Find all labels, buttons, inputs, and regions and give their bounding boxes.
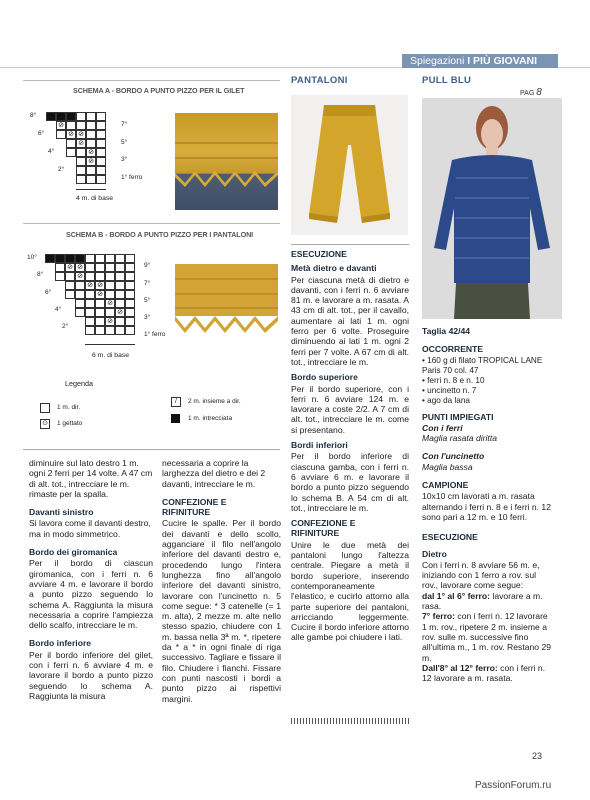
subheading: Bordo inferiore [29,638,92,649]
legend-item: 1 m. intrecciata [188,415,233,422]
row-label: 1° ferro [144,331,166,338]
subheading: Bordo superiore [291,372,358,383]
schema-a-chart: ⊘ ⊘ ⊘ ⊘ ⊘ ⊘ [46,112,106,182]
row-label: 8° [30,112,37,119]
k2tog-symbol: / [171,397,181,407]
row-label: 2° [58,166,65,173]
row-label: 1° ferro [121,174,143,181]
row-label: 4° [55,306,62,313]
schema-b-rule [23,223,280,224]
schema-a-rule [23,80,280,81]
schema-b-chart: ⊘ ⊘ ⊘ ⊘ ⊘ ⊘ ⊘ ⊘ ⊘ [45,254,135,334]
subheading: Bordo dei giromanica [29,547,118,558]
col1-body [29,458,153,706]
section-header [402,54,558,68]
row-label: 3° [144,314,151,321]
base-dimension: 4 m. di base [76,195,114,202]
subheading: Dietro [422,548,447,559]
section-heading: ESECUZIONE [291,249,347,259]
col2-body [162,458,281,709]
pantaloni-body [291,249,409,648]
stitch-group: Con l'uncinetto [422,451,485,462]
base-dimension-line [85,344,135,345]
page-ref: PAG 8 [520,87,542,98]
pantaloni-photo [291,95,408,235]
paragraph: Cucire le spalle. Per il bordo dei davanti e dello scollo, agganciare il filo nell'angolo inferiore del davanti destro e, procedendo lungo l'intera lunghezza fino all'angolo inferiore del davanti sinistro, lavorare con l'uncinetto n. 5 come segue: * 3 catenelle (= 1 m. alta), 2 mezze m. alte nello stesso spazio, chiudere con 1 m. bassa nella 3ª m. *, ripetere da * a * in ogni finale di riga successivo. Tagliare e fissare il filo. Chiudere i fianchi. Fissare con punti nascosti i bordi a punto pizzo ai rispettivi margini. [162,518,281,704]
subheading: CONFEZIONE E RIFINITURE [291,518,356,539]
paragraph: Si lavora come il davanti destro, ma in modo simmetrico. [29,518,151,539]
list-item: • uncinetto n. 7 [422,385,477,395]
stitch-group: Con i ferri [422,422,463,433]
paragraph: Per il bordo inferiore di ciascuna gamba, con i ferri n. 6 avviare 6 m. e lavorare il bordo a punto pizzo seguendo lo schema B. A 54 cm di alt. tot., intrecciare le m. [291,451,409,513]
page-number: 23 [532,751,543,761]
pull-photo [422,98,562,319]
subheading: Bordi inferiori [291,440,348,451]
section-rule [23,449,280,450]
row-label: 10° [27,254,37,261]
bind-off-symbol [171,414,180,423]
paragraph: necessaria a coprire la larghezza del dietro e dei 2 davanti, intrecciare le m. [162,458,266,489]
paragraph: Per il bordo inferiore del gilet, con i ferri n. 6 avviare 4 m. e lavorare il bordo a punto pizzo seguendo lo schema A. Raggiunta la misura [29,649,153,701]
row-label: 7° [121,121,128,128]
pull-body [422,326,552,683]
stitch-name: Maglia bassa [422,461,473,472]
row-label: 6° [45,289,52,296]
lace-swatch-photo-b [175,264,278,346]
subheading: Davanti sinistro [29,507,94,518]
subheading: CAMPIONE [422,480,469,491]
knit-stitch-symbol [40,403,50,413]
subheading: PUNTI IMPIEGATI [422,411,494,422]
lace-swatch-photo-a [175,113,278,210]
paragraph: Con i ferri n. 8 avviare 56 m. e, iniziando con 1 ferro a rov. sul rov., lavorare come segue: dal 1° al 6° ferro: lavorare a m. rasa. 7° ferro: con i ferri n. 12 lavorare 1 m. rov., ripetere 2 m. insieme a rov. sulle m. successive fino all'ultima m., 1 m. rov. Restano 29 m. Dall'8° al 12° ferro: con i ferri n. 12 lavorare a m. rasata. [422,559,552,684]
list-item: • ferri n. 8 e n. 10 [422,375,485,385]
base-dimension: 6 m. di base [92,352,130,359]
row-label: 5° [144,297,151,304]
stitch-name: Maglia rasata diritta [422,433,497,444]
list-item: • ago da lana [422,395,470,405]
row-label: 4° [48,148,55,155]
row-label: 6° [38,130,45,137]
legend-item: 1 m. dir. [57,404,81,411]
column-rule [291,244,409,245]
watermark: PassionForum.ru [475,780,552,791]
subheading: OCCORRENTE [422,344,484,355]
size-heading: Taglia 42/44 [422,326,471,336]
list-item: • 160 g di filato TROPICAL LANE Paris 70 col. 47 [422,355,543,375]
row-label: 5° [121,139,128,146]
pantaloni-title: PANTALONI [291,75,348,86]
paragraph: Unire le due metà dei pantaloni lungo l'altezza centrale. Piegare a metà il bordo superiore, inserendo contemporaneamente l'elastico, e cucirlo attorno alla parte superiore dei pantaloni, arricciando leggermente. Cucire il bordo inferiore attorno alle gambe poi chiudere i lati. [291,539,409,643]
subheading: Metà dietro e davanti [291,263,377,274]
yarn-over-symbol: ⊙ [40,419,50,429]
subheading: ESECUZIONE [422,532,478,543]
subheading: CONFEZIONE E RIFINITURE [162,496,227,518]
schema-b-title: SCHEMA B - BORDO A PUNTO PIZZO PER I PANTALONI [66,230,254,239]
pull-title: PULL BLU [422,75,472,86]
header-title: I PIÙ GIOVANI [467,55,538,67]
header-section: Spiegazioni [410,55,465,67]
paragraph: Per il bordo superiore, con i ferri n. 6 avviare 124 m. e lavorare a coste 2/2. A 7 cm di alt. tot., intrecciare le m. come si presentano. [291,383,409,435]
row-label: 8° [37,271,44,278]
base-dimension-line [76,189,106,190]
paragraph: Per il bordo di ciascun giromanica, con i ferri n. 6 avviare 4 m. e lavorare il bordo a punto pizzo seguendo lo schema A. Raggiunta la misura necessaria a coprire l'ampiezza dello scalfo, intrecciare le m. [29,558,153,631]
legend-item: 2 m. insieme a dir. [188,398,241,405]
paragraph: Per ciascuna metà di dietro e davanti, con i ferri n. 6 avviare 81 m. e lavorare a m. rasata. A 43 cm di alt. tot., per il cavallo, aumentare ai lati 1 m. ogni ferro per 6 volte. Proseguire diminuendo ai lati 1 m. ogni 2 ferri per 7 volte. A 67 cm di alt. tot., intrecciare le m. [291,274,409,367]
dotted-divider [291,718,409,724]
row-label: 2° [62,323,69,330]
schema-a-title: SCHEMA A - BORDO A PUNTO PIZZO PER IL GILET [73,86,245,95]
paragraph: diminuire sul lato destro 1 m. ogni 2 ferri per 14 volte. A 47 cm di alt. tot., intrecciare le m. rimaste per la spalla. [29,458,153,499]
paragraph: 10x10 cm lavorati a m. rasata alternando i ferri n. 8 e i ferri n. 12 sono pari a 12 m. e 10 ferri. [422,491,551,522]
legend-title: Legenda [65,379,93,388]
legend-item: 1 gettato [57,420,83,427]
materials-list [422,356,552,406]
row-label: 9° [144,262,151,269]
row-label: 3° [121,156,128,163]
row-label: 7° [144,280,151,287]
